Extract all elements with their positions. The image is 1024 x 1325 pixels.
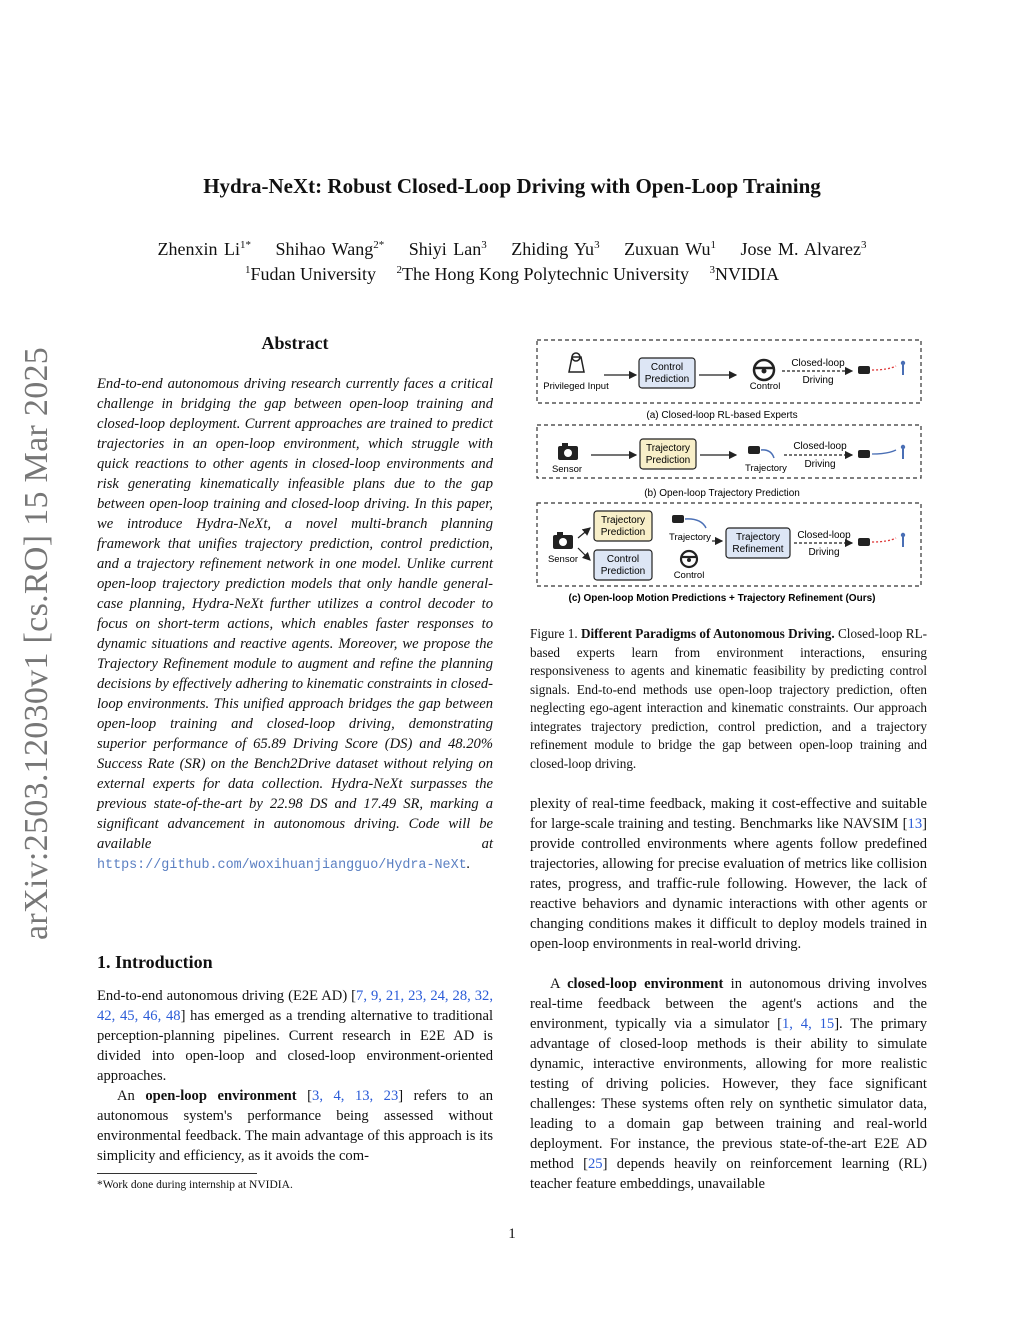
pedestrian-icon [901,533,905,547]
abstract-body: End-to-end autonomous driving research currently faces a critical challenge in bridging the gap between open-loop training and closed-loop deployment. Current approaches are trained to predict trajectories in an open-loop environment, which struggle with quick reactions to other agents in closed-loop environments and risk generating kinematically infeasible plans due to the gap between open-loop training and closed-loop driving. In this paper, we introduce Hydra-NeXt, a novel multi-branch planning framework that unifies trajectory prediction, control prediction, and a trajectory refinement network in one model. Unlike current open-loop trajectory prediction models that only handle general-case planning, Hydra-NeXt further utilizes a control decoder to focus on short-term actions, which enables faster responses to dynamic situations and reactive agents. Moreover, we propose the Trajectory Refinement module to augment and refine the planning decisions by effectively adhering to kinematic constraints in closed-loop environments. This unified approach bridges the gap between open-loop training and closed-loop driving, demonstrating superior performance of 65.89 Driving Score (DS) and 48.20% Success Rate (SR) on the Bench2Drive dataset without relying on external experts for data collection. Hydra-NeXt surpasses the previous state-of-the-art by 22.98 DS and 17.49 SR, marking a significant advancement in autonomous driving. Code will be available at https://github.com/woxihuanjiangguo/Hydra-NeXt. [97,376,493,873]
svg-text:Sensor: Sensor [547,554,579,565]
code-link[interactable]: https://github.com/woxihuanjiangguo/Hydra-NeXt [97,858,467,873]
svg-text:Prediction: Prediction [600,566,646,577]
author: Zhenxin $Li^{1*}$ [157,239,251,259]
camera-icon [553,532,573,549]
svg-text:Prediction: Prediction [644,374,690,385]
pedestrian-icon [901,445,905,459]
svg-text:Prediction: Prediction [645,455,691,466]
svg-text:Control: Control [673,570,705,581]
citation-link[interactable]: 13 [907,816,923,832]
svg-text:Refinement: Refinement [732,544,784,555]
abstract-heading: Abstract [261,333,329,353]
svg-text:Driving: Driving [802,375,834,386]
author: Zhiding Yu$^3$ [511,239,600,259]
panel-a-caption: (a) Closed-loop RL-based Experts [646,410,798,421]
car-icon [672,515,684,523]
car-icon [858,366,870,374]
svg-text:Sensor: Sensor [551,464,583,475]
right-paragraph-2: A closed-loop environment in autonomous driving involves real-time feedback between the agent's actions and the environment, typically via a simulator [1, 4, 15]. The primary advantage of closed-loop methods is their ability to simulate dynamic, interactive environments, allowing for more realistic testing of driving policies. However, they face significant challenges: These systems often rely on synthetic simulator data, leading to a domain gap between training and real-world deployment. For instance, the previous state-of-the-art E2E AD method [25] depends heavily on reinforcement learning (RL) teacher feature embeddings, unavailable [530,976,928,1192]
pedestrian-icon [901,361,905,375]
author: Jose M. Alvarez$^3$ [740,239,867,259]
footnote-divider [97,1173,257,1174]
svg-text:Trajectory: Trajectory [669,532,711,543]
map-pin-icon [569,353,584,372]
section-heading-introduction: 1. Introduction [97,952,213,972]
author: Shihao Wang$^{2*}$ [275,239,385,259]
citation-link[interactable]: 25 [588,1156,603,1172]
svg-text:Control: Control [650,362,684,373]
svg-text:Closed-loop: Closed-loop [791,358,845,369]
panel-b-caption: (b) Open-loop Trajectory Prediction [644,488,800,499]
svg-text:Trajectory: Trajectory [745,463,787,474]
svg-text:Control: Control [606,554,640,565]
car-icon [858,450,870,458]
svg-text:Trajectory: Trajectory [600,515,646,526]
intro-paragraph-2: An open-loop environment [3, 4, 13, 23] refers to an autonomous system's performance being assessed without environmental feedback. The main advantage of this approach is its simplicity and efficiency, as it avoids the com- [97,1088,493,1164]
steering-wheel-icon [754,360,774,380]
citation-links[interactable]: 1, 4, 15 [782,1016,835,1032]
svg-text:Trajectory: Trajectory [645,443,691,454]
car-icon [858,538,870,546]
svg-text:Control: Control [749,381,781,392]
figure-1-caption: Figure 1. Different Paradigms of Autonomous Driving. Closed-loop RL-based experts learn from environment interactions, ensuring responsiveness to agents and kinematic feasibility by predicting control signals. End-to-end methods use open-loop trajectory prediction, often neglecting ego-agent interaction and kinematic constraints. Our approach integrates trajectory prediction, control prediction, and a trajectory refinement module to bridge the gap between open-loop training and closed-loop driving. [530,626,928,771]
author: Shiyi Lan$^3$ [408,239,487,259]
svg-text:Trajectory: Trajectory [735,532,781,543]
svg-text:Closed-loop: Closed-loop [797,530,851,541]
author: Zuxuan Wu$^1$ [624,239,716,259]
panel-b [537,425,921,478]
citation-links[interactable]: 3, 4, 13, 23 [312,1088,399,1104]
label: Privileged Input [543,381,609,392]
author-list [0,239,1024,260]
car-icon [748,446,760,454]
camera-icon [558,443,578,460]
affiliation: $^1$Fudan University [245,264,377,284]
svg-text:Driving: Driving [804,459,836,470]
steering-wheel-icon [681,551,697,567]
svg-text:Prediction: Prediction [600,527,646,538]
intro-paragraph-1: End-to-end autonomous driving (E2E AD) [7, 9, 21, 23, 24, 28, 32, 42, 45, 46, 48] has emerged as a trending alternative to traditional perception-planning pipelines. Current research in E2E AD is divided into open-loop and closed-loop environment-oriented approaches. [97,988,494,1084]
figure-1-diagram [536,338,923,608]
paper-title: Hydra-NeXt: Robust Closed-Loop Driving with Open-Loop Training [203,174,821,198]
footnote: *Work done during internship at NVIDIA. [97,1179,293,1191]
svg-text:Driving: Driving [808,547,840,558]
page-number: 1 [508,1226,516,1242]
citation-links[interactable]: 7, 9, 21, 23, 24, 28, 32, 42, 45, 46, 48 [97,988,494,1024]
panel-c-caption: (c) Open-loop Motion Predictions + Trajectory Refinement (Ours) [568,593,876,604]
right-paragraph-1: plexity of real-time feedback, making it cost-effective and suitable for large-scale training and testing. Benchmarks like NAVSIM [13] provide controlled environments where agents follow predefined trajectories, allowing for precise evaluation of metrics like collision rates, progress, and traffic-rule following. However, the lack of reactive behaviors and dynamic interactions with other agents or changing conditions makes it difficult to deploy models trained in open-loop environments in real-world driving. [530,796,927,952]
panel-c [537,503,921,586]
svg-text:Closed-loop: Closed-loop [793,441,847,452]
affiliation: $^2$The Hong Kong Polytechnic University [396,264,689,284]
panel-a [537,340,921,403]
affiliation: $^3$NVIDIA [709,264,779,284]
affiliation-list [0,264,1024,285]
arxiv-identifier: arXiv:2503.12030v1 [cs.RO] 15 Mar 2025 [18,346,55,940]
